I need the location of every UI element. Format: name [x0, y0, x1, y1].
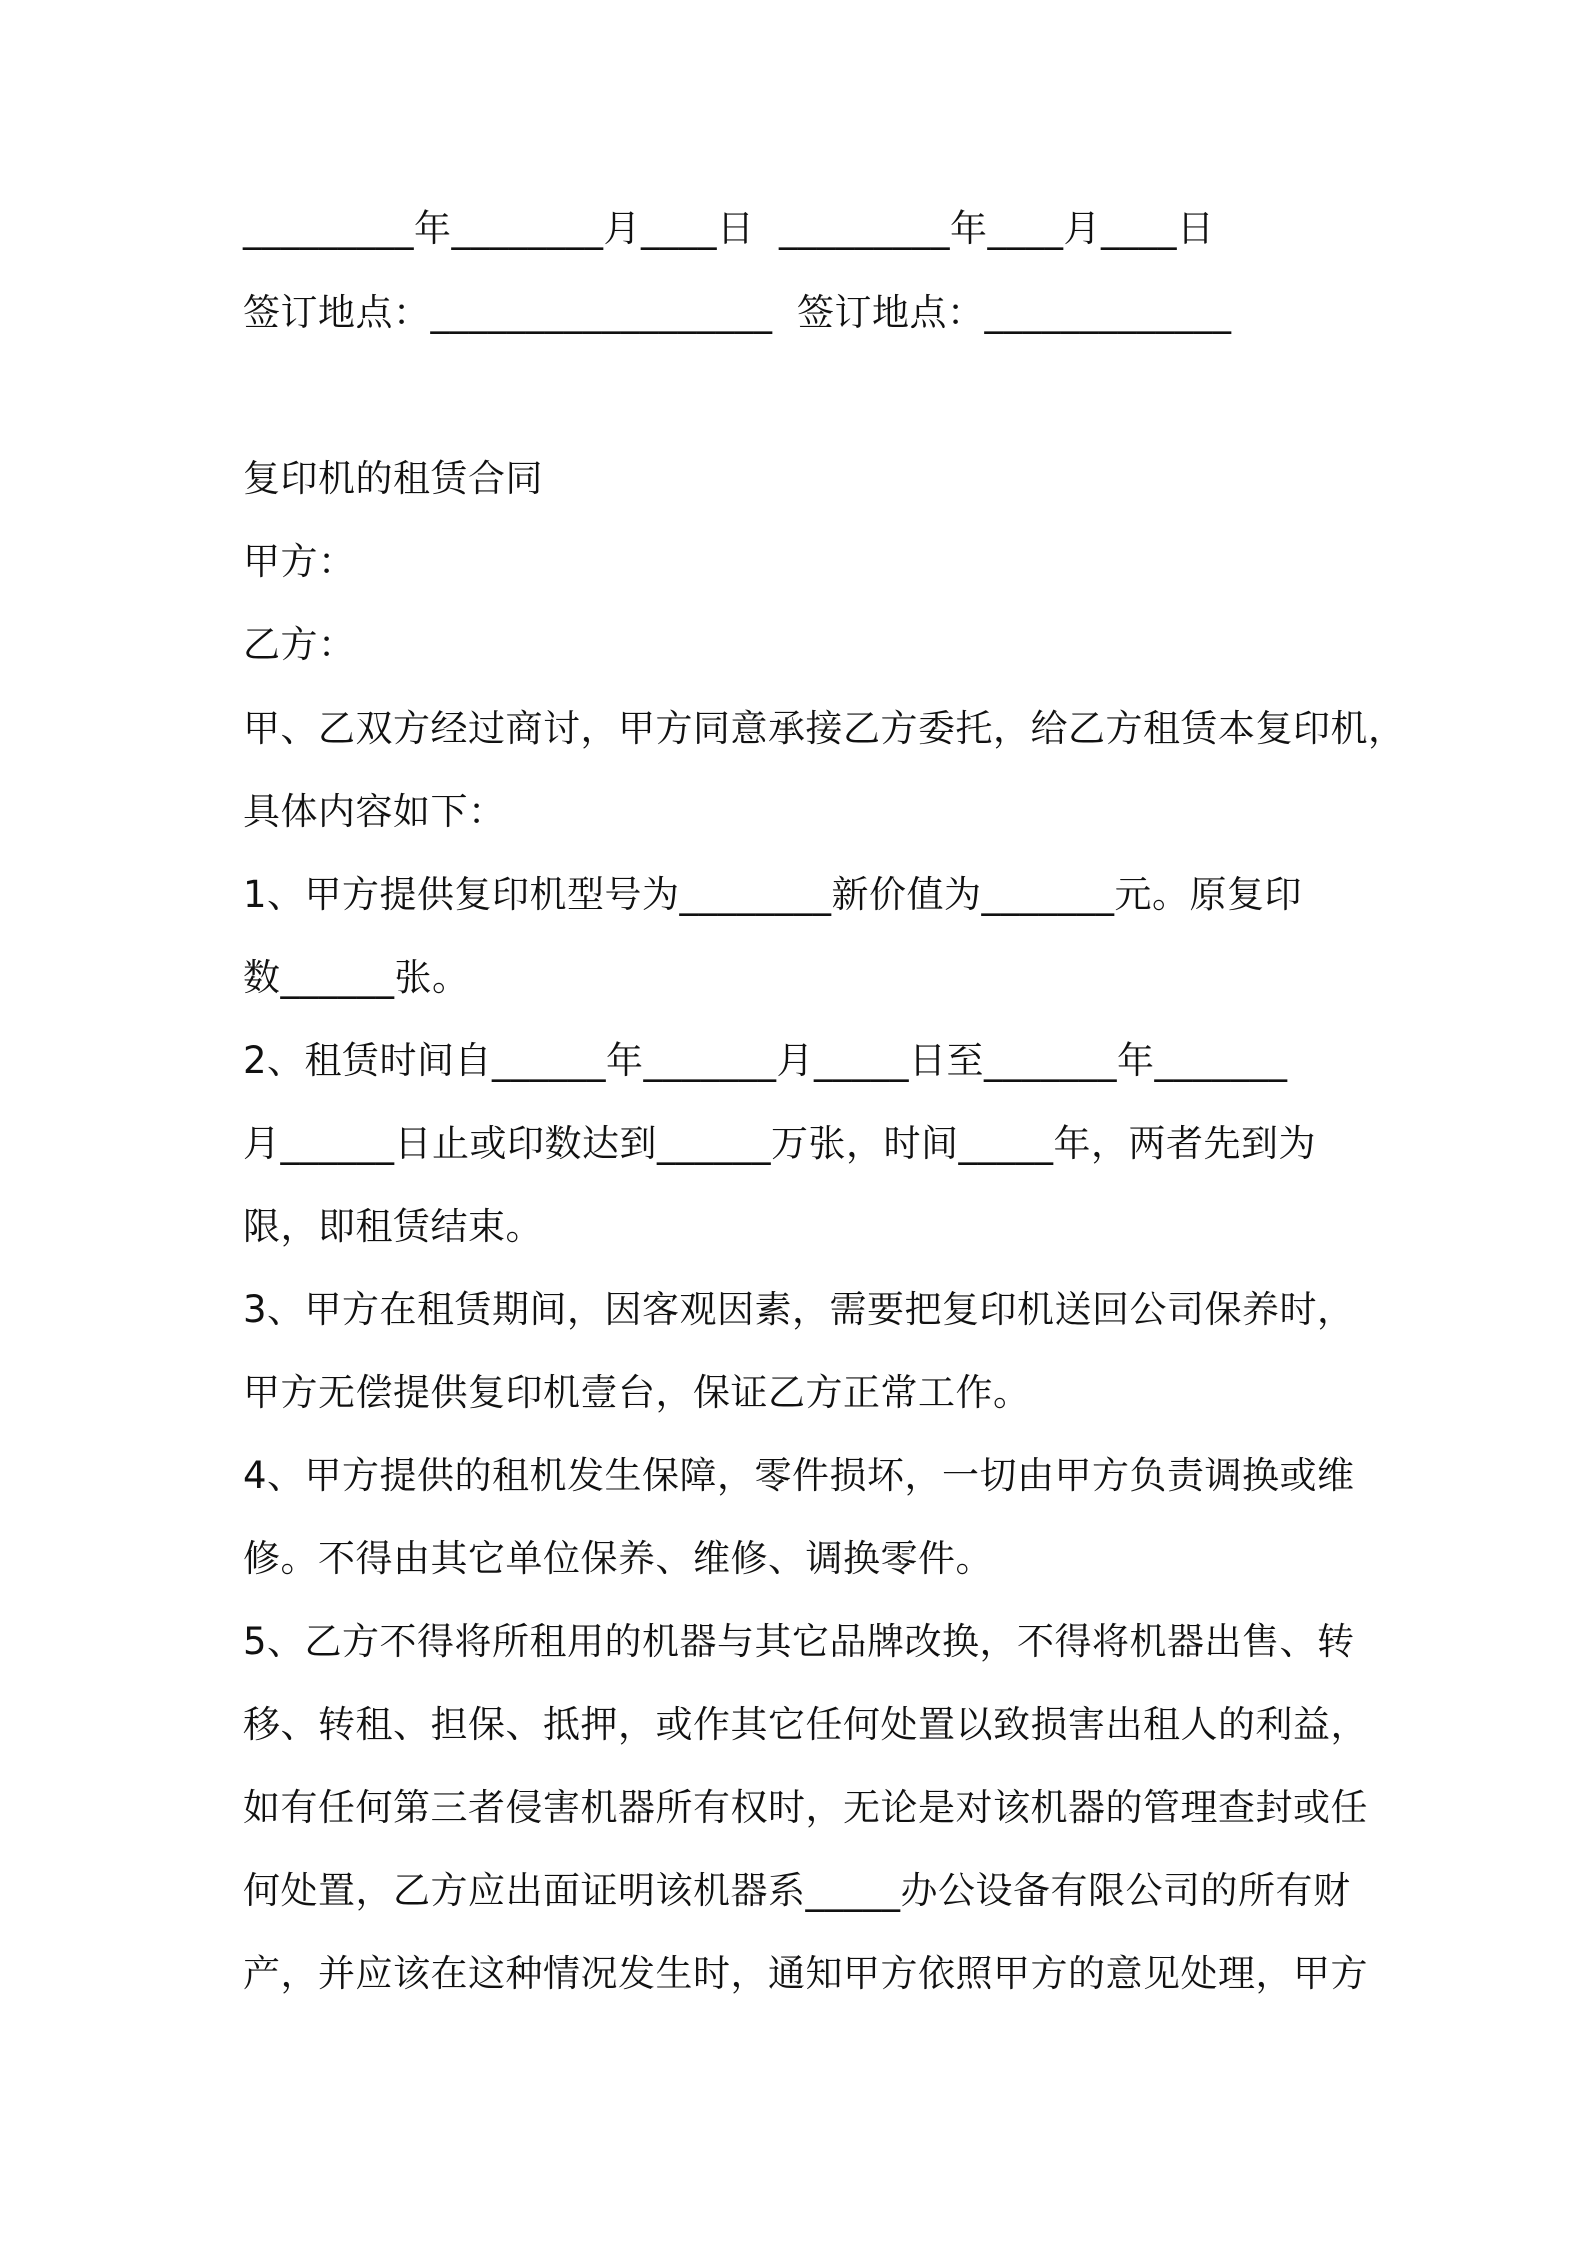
clause-2-line-3: 限，即租赁结束。 [243, 1205, 543, 1248]
clause-2-line-2: 月______日止或印数达到______万张，时间_____年，两者先到为 [243, 1122, 1316, 1165]
party-a-label: 甲方： [243, 540, 356, 583]
clause-5-line-2: 移、转租、担保、抵押，或作其它任何处置以致损害出租人的利益， [243, 1703, 1368, 1746]
clause-2-line-1: 2、租赁时间自______年_______月_____日至_______年_______ [243, 1039, 1288, 1082]
clause-3-line-1: 3、甲方在租赁期间，因客观因素，需要把复印机送回公司保养时， [243, 1288, 1355, 1331]
intro-line-1: 甲、乙双方经过商讨，甲方同意承接乙方委托，给乙方租赁本复印机， [243, 707, 1406, 750]
clause-5-line-5: 产，并应该在这种情况发生时，通知甲方依照甲方的意见处理，甲方 [243, 1952, 1368, 1995]
contract-title: 复印机的租赁合同 [243, 457, 543, 500]
intro-line-2: 具体内容如下： [243, 790, 506, 833]
clause-1-line-2: 数______张。 [243, 956, 470, 999]
clause-5-line-4: 何处置，乙方应出面证明该机器系_____办公设备有限公司的所有财 [243, 1869, 1351, 1912]
signature-date-line: _________年________月____日 _________年____月____日 [243, 207, 1215, 250]
signature-place-line: 签订地点：__________________ 签订地点：_____________ [243, 291, 1232, 334]
clause-5-line-3: 如有任何第三者侵害机器所有权时，无论是对该机器的管理查封或任 [243, 1786, 1368, 1829]
clause-1-line-1: 1、甲方提供复印机型号为________新价值为_______元。原复印 [243, 873, 1303, 916]
clause-4-line-2: 修。不得由其它单位保养、维修、调换零件。 [243, 1537, 993, 1580]
clause-5-line-1: 5、乙方不得将所租用的机器与其它品牌改换，不得将机器出售、转 [243, 1620, 1355, 1663]
party-b-label: 乙方： [243, 623, 356, 666]
clause-3-line-2: 甲方无偿提供复印机壹台，保证乙方正常工作。 [243, 1371, 1031, 1414]
clause-4-line-1: 4、甲方提供的租机发生保障，零件损坏，一切由甲方负责调换或维 [243, 1454, 1355, 1497]
